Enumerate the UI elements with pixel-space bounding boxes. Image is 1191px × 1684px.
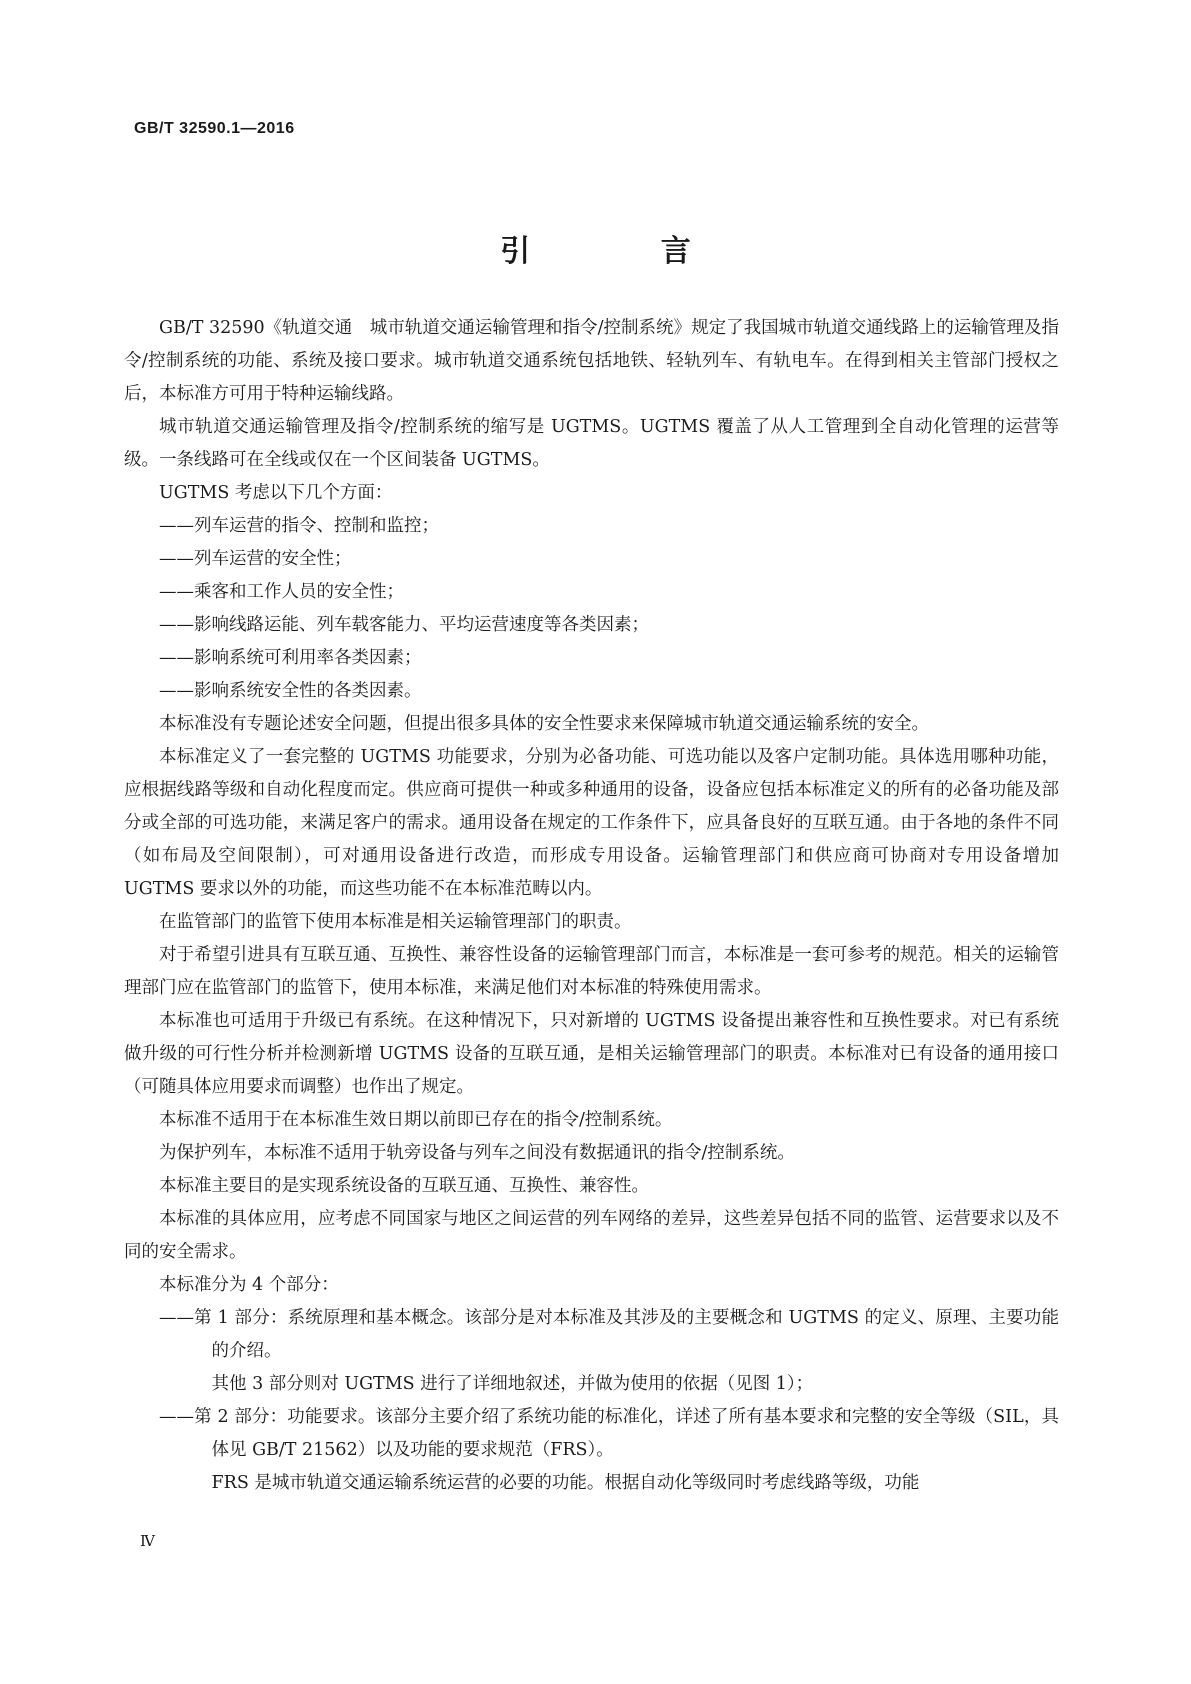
paragraph-safety: 本标准没有专题论述安全问题，但提出很多具体的安全性要求来保障城市轨道交通运输系统的安全。 <box>159 714 929 734</box>
list-item: ——列车运营的安全性； <box>159 549 352 569</box>
paragraph-parts-lead: 本标准分为 4 个部分： <box>159 1275 339 1295</box>
paragraph-reference: 对于希望引进具有互联互通、互换性、兼容性设备的运输管理部门而言，本标准是一套可参考的规范。相关的运输管理部门应在监管部门的监管下，使用本标准，来满足他们对本标准的特殊使用需求。 <box>124 945 1059 998</box>
paragraph-intro: GB/T 32590《轨道交通 城市轨道交通运输管理和指令/控制系统》规定了我国城市轨道交通线路上的运输管理及指令/控制系统的功能、系统及接口要求。城市轨道交通系统包括地铁、轻轨列车、有轨电车。在得到相关主管部门授权之后，本标准方可用于特种运输线路。 <box>124 318 1059 404</box>
paragraph-abbreviation: 城市轨道交通运输管理及指令/控制系统的缩写是 UGTMS。UGTMS 覆盖了从人工管理到全自动化管理的运营等级。一条线路可在全线或仅在一个区间装备 UGTMS。 <box>124 417 1059 470</box>
part-1-note: 其他 3 部分则对 UGTMS 进行了详细地叙述，并做为使用的依据（见图 1）； <box>211 1374 814 1394</box>
paragraph-not-applicable: 本标准不适用于在本标准生效日期以前即已存在的指令/控制系统。 <box>159 1110 673 1130</box>
list-item: ——乘客和工作人员的安全性； <box>159 582 404 602</box>
paragraph-purpose: 本标准主要目的是实现系统设备的互联互通、互换性、兼容性。 <box>159 1176 649 1196</box>
paragraph-application: 本标准的具体应用，应考虑不同国家与地区之间运营的列车网络的差异，这些差异包括不同的监管、运营要求以及不同的安全需求。 <box>124 1209 1059 1262</box>
standard-code-header: GB/T 32590.1—2016 <box>134 120 295 137</box>
page-number: Ⅳ <box>140 1532 155 1550</box>
paragraph-functions: 本标准定义了一套完整的 UGTMS 功能要求，分别为必备功能、可选功能以及客户定制功能。具体选用哪种功能，应根据线路等级和自动化程度而定。供应商可提供一种或多种通用的设备，设备应包括本标准定义的所有的必备功能及部分或全部的可选功能，来满足客户的需求。通用设备在规定的工作条件下，应具备良好的互联互通。由于各地的条件不同（如布局及空间限制），可对通用设备进行改造，而形成专用设备。运输管理部门和供应商可协商对专用设备增加 UGTMS 要求以外的功能，而这些功能不在本标准范畴以内。 <box>124 747 1059 899</box>
list-item: ——影响线路运能、列车载客能力、平均运营速度等各类因素； <box>159 615 649 635</box>
paragraph-protection: 为保护列车，本标准不适用于轨旁设备与列车之间没有数据通讯的指令/控制系统。 <box>159 1143 795 1163</box>
paragraph-upgrade: 本标准也可适用于升级已有系统。在这种情况下，只对新增的 UGTMS 设备提出兼容性和互换性要求。对已有系统做升级的可行性分析并检测新增 UGTMS 设备的互联互通，是相关运输管理部门的职责。本标准对已有设备的通用接口（可随具体应用要求而调整）也作出了规定。 <box>124 1011 1059 1097</box>
part-2-item: ——第 2 部分：功能要求。该部分主要介绍了系统功能的标准化，详述了所有基本要求和完整的安全等级（SIL，具体见 GB/T 21562）以及功能的要求规范（FRS）。 <box>159 1407 1059 1460</box>
paragraph-responsibility: 在监管部门的监管下使用本标准是相关运输管理部门的职责。 <box>159 912 632 932</box>
list-item: ——影响系统安全性的各类因素。 <box>159 681 422 701</box>
document-body <box>124 312 1059 1500</box>
part-1-item: ——第 1 部分：系统原理和基本概念。该部分是对本标准及其涉及的主要概念和 UGTMS 的定义、原理、主要功能的介绍。 <box>159 1308 1059 1361</box>
page-title: 引 言 <box>500 234 751 269</box>
list-item: ——列车运营的指令、控制和监控； <box>159 516 439 536</box>
list-item: ——影响系统可利用率各类因素； <box>159 648 422 668</box>
part-2-note: FRS 是城市轨道交通运输系统运营的必要的功能。根据自动化等级同时考虑线路等级，功能 <box>211 1473 920 1493</box>
paragraph-aspects-lead: UGTMS 考虑以下几个方面： <box>159 483 393 503</box>
